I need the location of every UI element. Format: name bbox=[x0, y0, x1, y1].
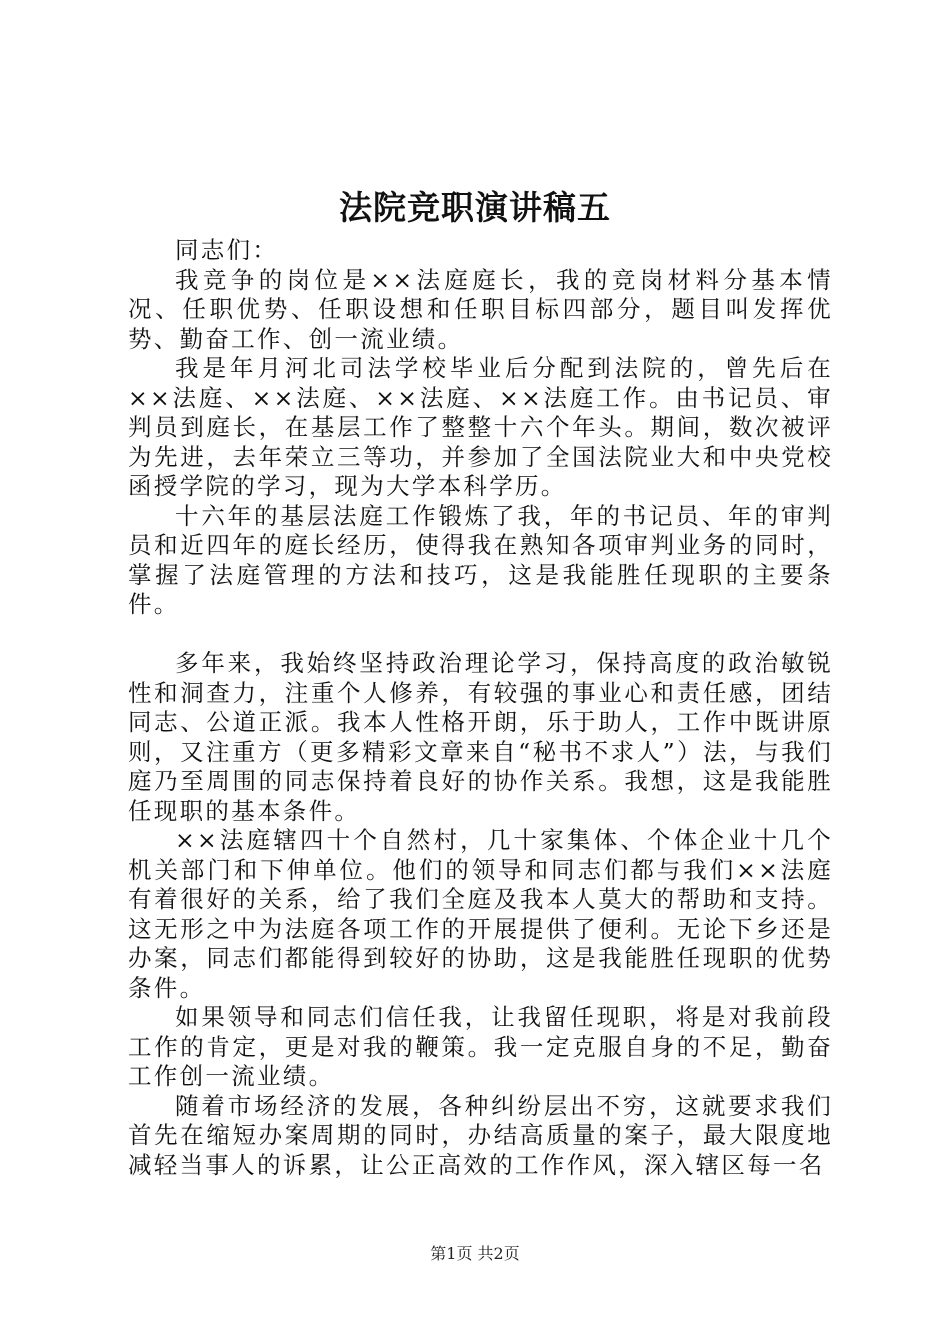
paragraph: 我是年月河北司法学校毕业后分配到法院的，曾先后在××法庭、××法庭、××法庭、××法庭工作。由书记员、审判员到庭长，在基层工作了整整十六个年头。期间，数次被评为先进，去年荣立三等功，并参加了全国法院业大和中央党校函授学院的学习，现为大学本科学历。 bbox=[128, 354, 833, 500]
paragraph: 十六年的基层法庭工作锻炼了我，年的书记员、年的审判员和近四年的庭长经历，使得我在熟知各项审判业务的同时，掌握了法庭管理的方法和技巧，这是我能胜任现职的主要条件。 bbox=[128, 501, 833, 618]
document-title: 法院竞职演讲稿五 bbox=[339, 188, 611, 227]
paragraph: ××法庭辖四十个自然村，几十家集体、个体企业十几个机关部门和下伸单位。他们的领导和同志们都与我们××法庭有着很好的关系，给了我们全庭及我本人莫大的帮助和支持。这无形之中为法庭各项工作的开展提供了便利。无论下乡还是办案，同志们都能得到较好的协助，这是我能胜任现职的优势条件。 bbox=[128, 826, 833, 1002]
salutation: 同志们： bbox=[175, 236, 279, 264]
document-body bbox=[128, 236, 833, 1180]
paragraph: 我竞争的岗位是××法庭庭长，我的竞岗材料分基本情况、任职优势、任职设想和任职目标四部分，题目叫发挥优势、勤奋工作、创一流业绩。 bbox=[128, 265, 833, 353]
paragraph: 多年来，我始终坚持政治理论学习，保持高度的政治敏锐性和洞查力，注重个人修养，有较强的事业心和责任感，团结同志、公道正派。我本人性格开朗，乐于助人，工作中既讲原则，又注重方（更多精彩文章来自“秘书不求人”）法，与我们庭乃至周围的同志保持着良好的协作关系。我想，这是我能胜任现职的基本条件。 bbox=[128, 649, 833, 825]
page-footer: 第1页 共2页 bbox=[430, 1244, 520, 1263]
paragraph: 随着市场经济的发展，各种纠纷层出不穷，这就要求我们首先在缩短办案周期的同时，办结高质量的案子，最大限度地减轻当事人的诉累，让公正高效的工作作风，深入辖区每一名 bbox=[128, 1091, 833, 1179]
paragraph: 如果领导和同志们信任我，让我留任现职，将是对我前段工作的肯定，更是对我的鞭策。我一定克服自身的不足，勤奋工作创一流业绩。 bbox=[128, 1003, 833, 1090]
